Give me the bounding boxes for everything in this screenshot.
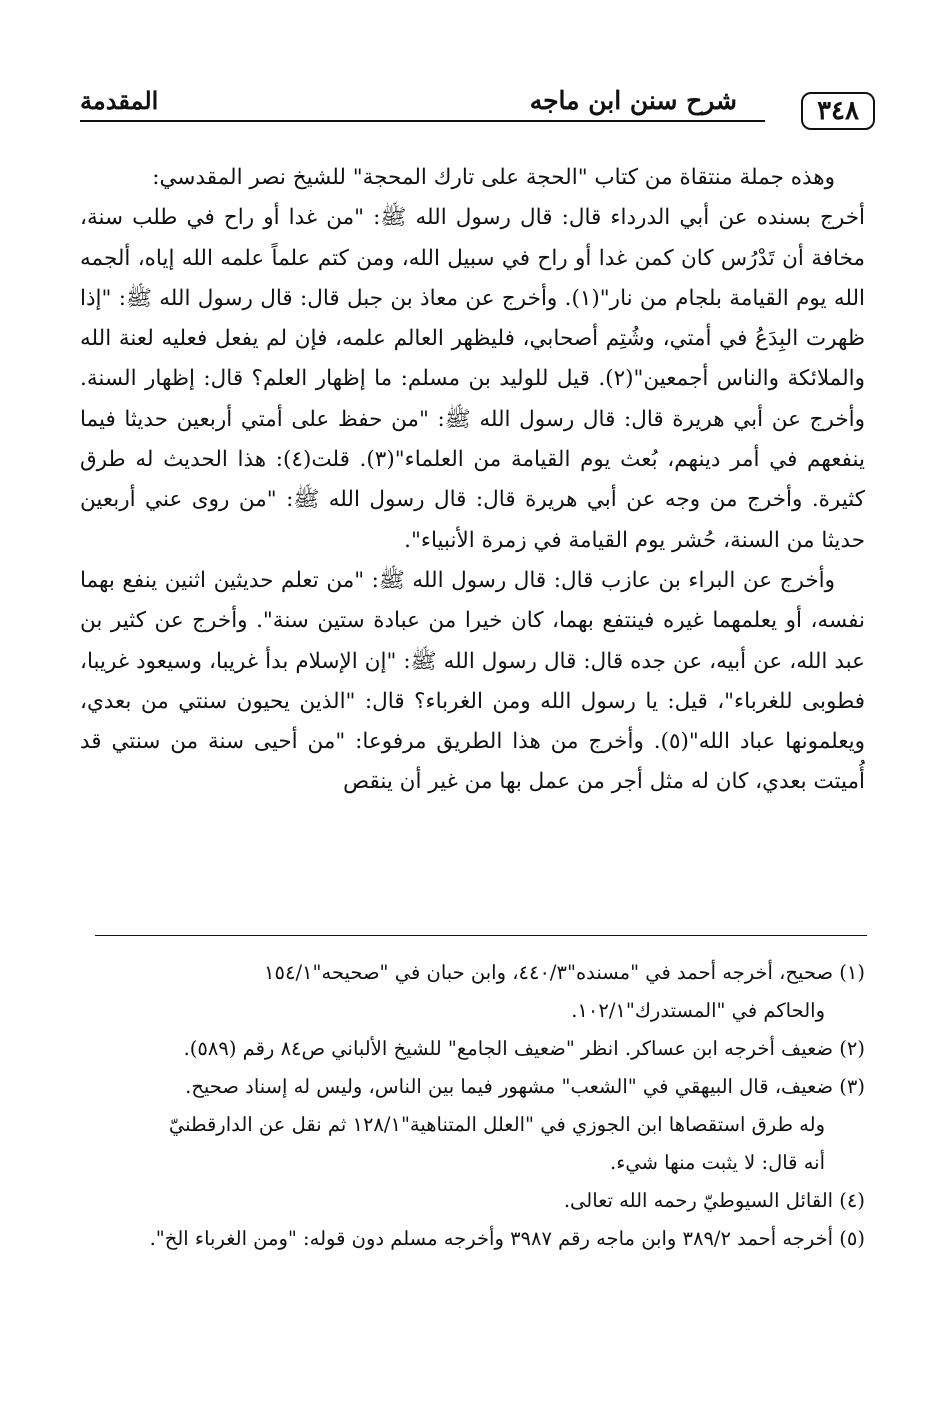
page-header: [80, 78, 875, 128]
footnote-1: (١) صحيح، أخرجه أحمد في "مسنده"٤٤٠/٣، وابن حبان في "صحيحه"١٥٤/١: [264, 961, 865, 984]
book-title: شرح سنن ابن ماجه: [529, 86, 737, 115]
paragraph-intro: وهذه جملة منتقاة من كتاب "الحجة على تارك المحجة" للشيخ نصر المقدسي:: [152, 165, 835, 190]
paragraph-hadiths-2: وأخرج عن البراء بن عازب قال: قال رسول الله ﷺ: "من تعلم حديثين اثنين ينفع بهما نفسه، أو يعلمهما غيره فينتفع بهما، كان خيرا من عبادة ستين سنة". وأخرج عن كثير بن عبد الله، عن أبيه، عن جده قال: قال رسول الله ﷺ: "إن الإسلام بدأ غريبا، وسيعود غريبا، فطوبى للغرباء"، قيل: يا رسول الله ومن الغرباء؟ قال: "الذين يحيون سنتي من بعدي، ويعلمونها عباد الله"(٥). وأخرج من هذا الطريق مرفوعا: "من أحيى سنة من سنتي قد أُميتت بعدي، كان له مثل أجر من عمل بها من غير أن ينقص: [80, 567, 865, 795]
page-number-badge: ٣٤٨: [801, 92, 875, 130]
footnote-4: (٤) القائل السيوطيّ رحمه الله تعالى.: [563, 1189, 865, 1212]
paragraph-hadiths-1: أخرج بسنده عن أبي الدرداء قال: قال رسول الله ﷺ: "من غدا أو راح في طلب سنة، مخافة أن تَدْرُس كان كمن غدا أو راح في سبيل الله، ومن كتم علماً علمه الله إياه، ألجمه الله يوم القيامة بلجام من نار"(١). وأخرج عن معاذ بن جبل قال: قال رسول الله ﷺ: "إذا ظهرت البِدَعُ في أمتي، وشُتِم أصحابي، فليظهر العالم علمه، فإن لم يفعل فعليه لعنة الله والملائكة والناس أجمعين"(٢). قيل للوليد بن مسلم: ما إظهار العلم؟ قال: إظهار السنة. وأخرج عن أبي هريرة قال: قال رسول الله ﷺ: "من حفظ على أمتي أربعين حديثا فيما ينفعهم في أمر دينهم، بُعث يوم القيامة من العلماء"(٣). قلت(٤): هذا الحديث له طرق كثيرة. وأخرج من وجه عن أبي هريرة قال: قال رسول الله ﷺ: "من روى عني أربعين حديثا من السنة، حُشر يوم القيامة في زمرة الأنبياء".: [80, 205, 865, 553]
footnotes: [84, 955, 865, 1259]
footnote-2: (٢) ضعيف أخرجه ابن عساكر. انظر "ضعيف الجامع" للشيخ الألباني ص٨٤ رقم (٥٨٩).: [183, 1037, 865, 1060]
footnote-3-continued: وله طرق استقصاها ابن الجوزي في "العلل المتناهية"١٢٨/١ ثم نقل عن الدارقطنيّ: [168, 1113, 825, 1136]
footnote-3-continued-2: أنه قال: لا يثبت منها شيء.: [610, 1151, 825, 1174]
main-text: [80, 158, 865, 803]
header-divider: [80, 120, 765, 122]
footnote-5: (٥) أخرجه أحمد ٣٨٩/٢ وابن ماجه رقم ٣٩٨٧ وأخرجه مسلم دون قوله: "ومن الغرباء الخ".: [149, 1227, 865, 1250]
footnote-1-continued: والحاكم في "المستدرك"١٠٢/١.: [571, 999, 825, 1022]
section-title: المقدمة: [80, 86, 159, 115]
footnote-3: (٣) ضعيف، قال البيهقي في "الشعب" مشهور فيما بين الناس، وليس له إسناد صحيح.: [185, 1075, 865, 1098]
footnote-divider: [95, 935, 867, 936]
